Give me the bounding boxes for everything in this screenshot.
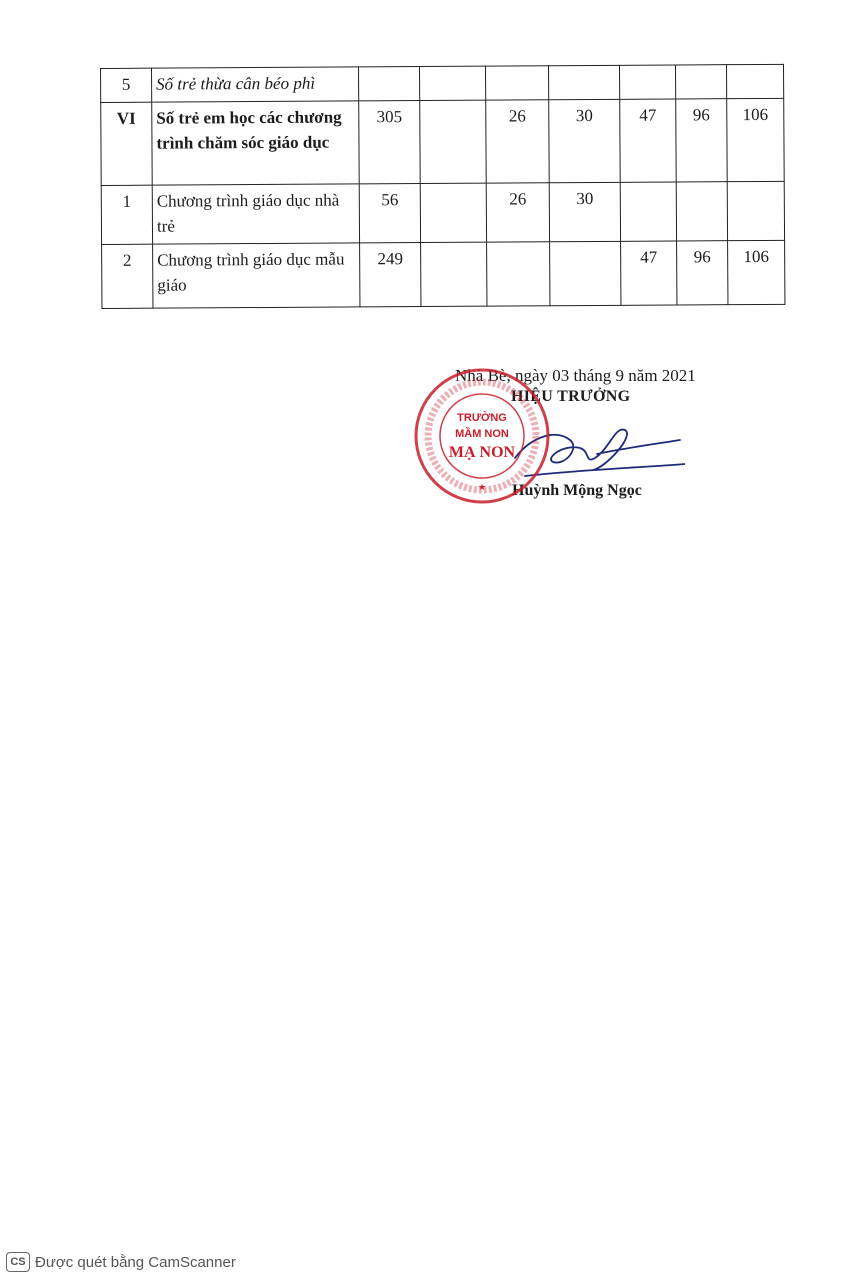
table-cell (485, 66, 548, 100)
table-cell (421, 242, 487, 306)
table-cell (676, 182, 727, 241)
signer-name: Huỳnh Mộng Ngọc (512, 482, 642, 499)
row-number: VI (101, 102, 153, 185)
table-cell: 96 (677, 241, 728, 305)
table-cell: 47 (621, 241, 677, 305)
table-cell: 56 (359, 184, 420, 243)
table-cell: 249 (360, 243, 421, 307)
table-cell (675, 65, 726, 99)
table-cell: 26 (486, 183, 549, 242)
camscanner-logo-icon: CS (6, 1252, 30, 1272)
table-row (101, 64, 784, 102)
table-cell (419, 66, 485, 100)
table-cell: 30 (549, 182, 620, 241)
table-cell: 106 (728, 240, 785, 304)
table-cell (727, 181, 784, 240)
table-cell: 106 (727, 98, 785, 181)
table-cell (726, 64, 783, 98)
table-cell: 96 (676, 99, 728, 182)
row-label: Chương trình giáo dục nhà trẻ (152, 184, 359, 244)
table-cell (620, 182, 676, 241)
seal-line: MẠ NON (448, 444, 516, 461)
position-title: HIỆU TRƯỞNG (511, 388, 631, 405)
scanner-footer-text: Được quét bằng CamScanner (35, 1253, 236, 1271)
svg-text:★: ★ (477, 482, 487, 492)
stats-table (100, 64, 785, 309)
row-number: 2 (102, 244, 153, 308)
row-label: Số trẻ thừa cân béo phì (152, 67, 359, 102)
table-cell: 26 (486, 100, 550, 183)
place-date: Nhà Bè, ngày 03 tháng 9 năm 2021 (455, 366, 696, 385)
row-number: 5 (101, 68, 152, 102)
table-cell (420, 183, 486, 242)
table-row (101, 98, 784, 185)
table-cell (619, 65, 675, 99)
stats-table-wrap (100, 64, 785, 309)
table-row (101, 181, 784, 244)
row-label: Chương trình giáo dục mẫu giáo (153, 243, 360, 308)
official-seal (412, 366, 552, 506)
table-cell (420, 100, 487, 183)
row-label: Số trẻ em học các chương trình chăm sóc giáo dục (152, 101, 360, 185)
row-number: 1 (101, 185, 152, 244)
table-cell (550, 241, 621, 305)
table-row (102, 240, 785, 308)
table-cell: 47 (620, 99, 677, 182)
table-cell: 30 (549, 99, 621, 182)
scanner-footer (6, 1252, 236, 1272)
seal-line: MẦM NON (455, 428, 509, 440)
seal-line: TRƯỜNG (457, 412, 507, 424)
table-cell (358, 67, 419, 101)
table-cell (487, 242, 550, 306)
table-cell (548, 65, 619, 99)
table-cell: 305 (359, 101, 421, 184)
